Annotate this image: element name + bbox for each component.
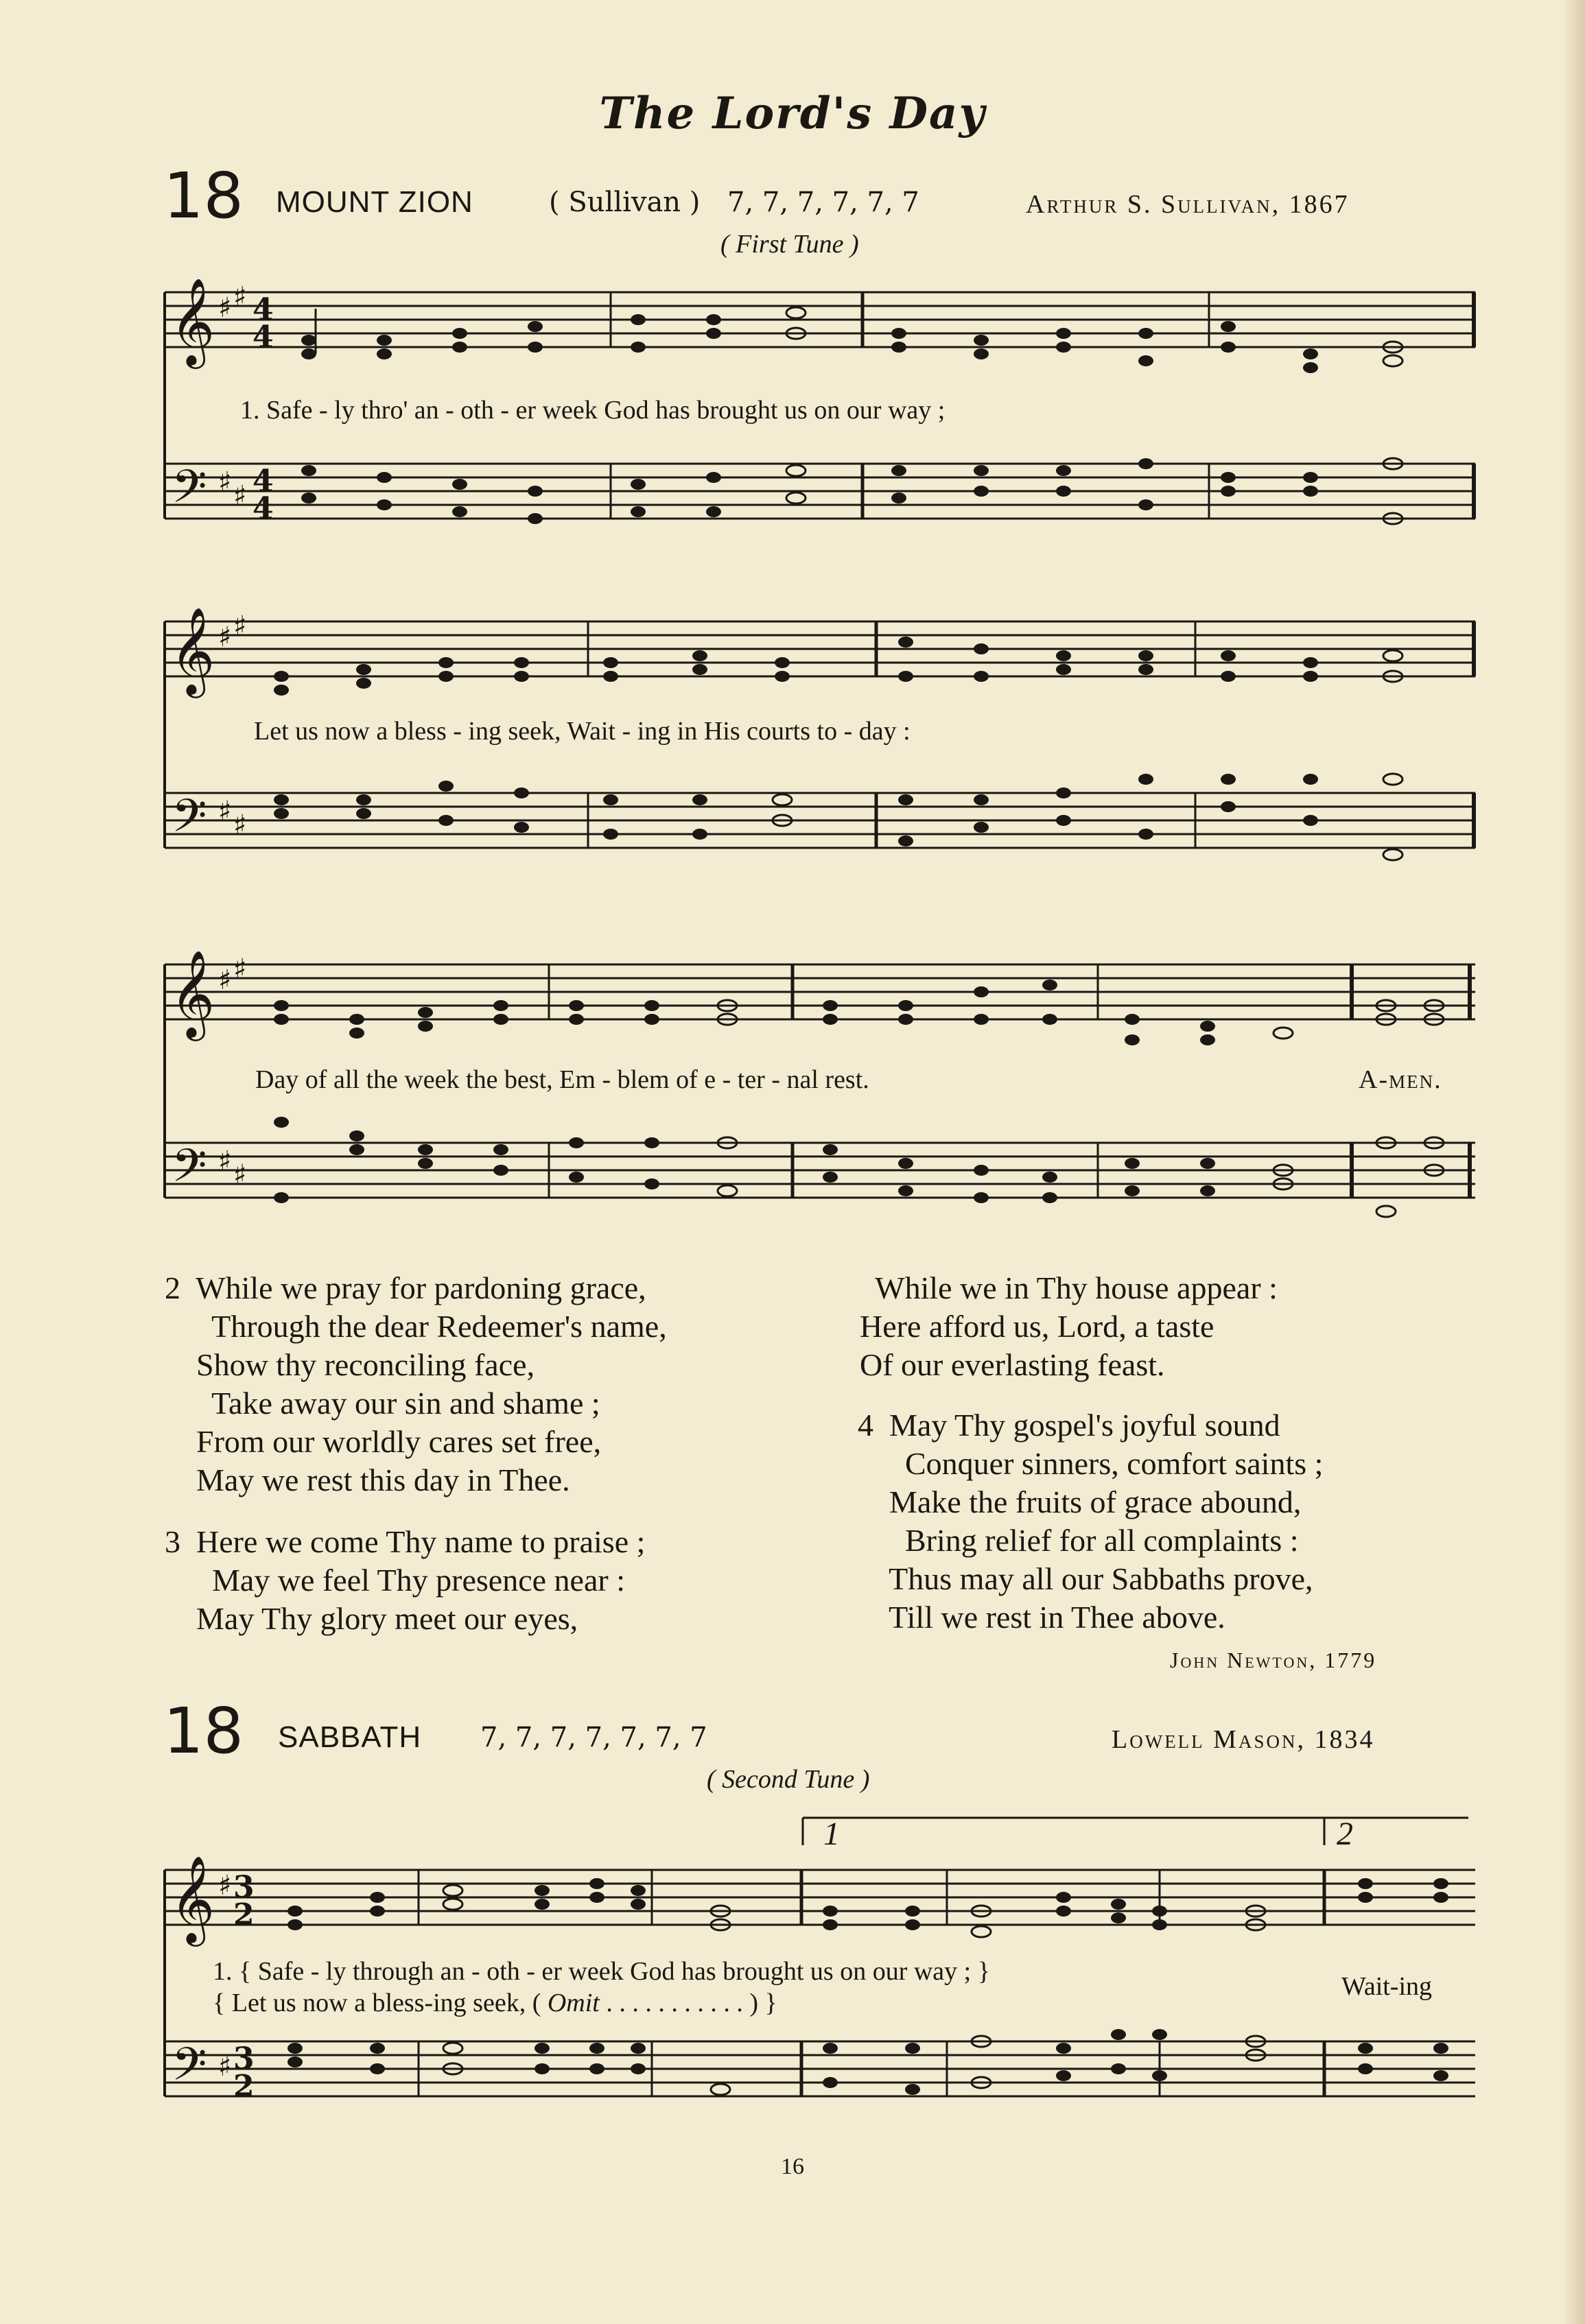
svg-text:𝄞: 𝄞 — [170, 1855, 215, 1943]
svg-text:𝄞: 𝄞 — [170, 277, 215, 365]
svg-text:♯: ♯ — [218, 292, 232, 324]
svg-text:♯: ♯ — [233, 809, 247, 841]
volta-1: 1 — [823, 1816, 840, 1852]
svg-text:𝄢: 𝄢 — [172, 460, 207, 524]
page-edge — [1566, 0, 1585, 2324]
svg-text:4: 4 — [253, 320, 274, 355]
tune-label: ( First Tune ) — [720, 230, 859, 259]
page-title: The Lord's Day — [599, 88, 986, 139]
verse-3: 3 Here we come Thy name to praise ; May we feel Thy presence near : May Thy glory meet our eyes, — [165, 1524, 646, 1636]
verse-2: 2 While we pray for pardoning grace, Through the dear Redeemer's name, Show thy reconciling face, Take away our sin and shame ; From our worldly cares set free, May we rest this day in Thee. — [165, 1270, 667, 1497]
svg-text:♯: ♯ — [233, 610, 247, 642]
meter-2: 7, 7, 7, 7, 7, 7, 7 — [480, 1722, 707, 1753]
composer-2: Lowell Mason, 1834 — [1112, 1725, 1375, 1754]
svg-text:4: 4 — [253, 464, 274, 499]
lyrics-line-4-ending: Wait-ing — [1341, 1972, 1433, 2001]
lyrics-line-2: Let us now a bless - ing seek, Wait - ing in His courts to - day : — [254, 717, 911, 746]
svg-text:♯: ♯ — [233, 480, 247, 512]
svg-text:2: 2 — [233, 2069, 255, 2104]
tune-name: MOUNT ZION — [276, 185, 473, 219]
svg-text:𝄢: 𝄢 — [172, 790, 207, 853]
svg-text:𝄢: 𝄢 — [172, 2038, 207, 2102]
svg-text:♯: ♯ — [233, 1159, 247, 1191]
hymn-number-2: 18 — [163, 1694, 244, 1768]
lyrics-line-4a: 1. { Safe - ly through an - oth - er week God has brought us on our way ; } — [213, 1957, 990, 1986]
lyrics-line-4b — [213, 1988, 777, 2018]
svg-text:3: 3 — [233, 1870, 255, 1905]
page-number: 16 — [781, 2154, 804, 2179]
svg-text:♯: ♯ — [218, 466, 232, 498]
svg-text:2: 2 — [233, 1897, 255, 1932]
meter: 7, 7, 7, 7, 7, 7 — [727, 187, 919, 218]
lyrics-line-4b-end: . . . . . . . . . . . ) } — [606, 1989, 777, 2017]
svg-text:3: 3 — [233, 2041, 255, 2076]
composer: Arthur S. Sullivan, 1867 — [1026, 190, 1350, 219]
svg-text:𝄞: 𝄞 — [170, 606, 215, 694]
svg-text:♯: ♯ — [218, 621, 232, 653]
svg-text:𝄢: 𝄢 — [172, 1139, 207, 1203]
tune-name-2: SABBATH — [278, 1720, 422, 1754]
svg-text:4: 4 — [253, 292, 274, 327]
tune-composer-short: ( Sullivan ) — [549, 187, 701, 218]
volta-2: 2 — [1337, 1816, 1353, 1852]
verse-3-continued: While we in Thy house appear : Here afford us, Lord, a taste Of our everlasting feast. — [860, 1270, 1278, 1382]
lyrics-line-3: Day of all the week the best, Em - blem of e - ter - nal rest. — [255, 1065, 869, 1094]
svg-text:𝄞: 𝄞 — [170, 949, 215, 1037]
svg-text:♯: ♯ — [233, 281, 247, 313]
svg-text:♯: ♯ — [218, 964, 232, 996]
hymn-number: 18 — [163, 159, 244, 233]
amen-label: A-men. — [1359, 1065, 1442, 1094]
svg-text:♯: ♯ — [218, 796, 232, 827]
svg-text:♯: ♯ — [218, 1146, 232, 1177]
svg-text:♯: ♯ — [233, 953, 247, 985]
hymn-author: John Newton, 1779 — [1170, 1648, 1377, 1672]
tune-label-2: ( Second Tune ) — [707, 1765, 870, 1794]
svg-text:♯: ♯ — [218, 2051, 232, 2083]
omit-label: Omit — [547, 1989, 600, 2017]
lyrics-line-4b-start: { Let us now a bless-ing seek, ( — [213, 1989, 541, 2017]
verse-4: 4 May Thy gospel's joyful sound Conquer sinners, comfort saints ; Make the fruits of grace abound, Bring relief for all complaints : Thus may all our Sabbaths prove, Till we rest in Thee above. — [858, 1408, 1324, 1635]
svg-text:4: 4 — [253, 491, 274, 526]
svg-text:♯: ♯ — [218, 1870, 232, 1901]
lyrics-line-1: 1. Safe - ly thro' an - oth - er week God has brought us on our way ; — [240, 396, 946, 425]
